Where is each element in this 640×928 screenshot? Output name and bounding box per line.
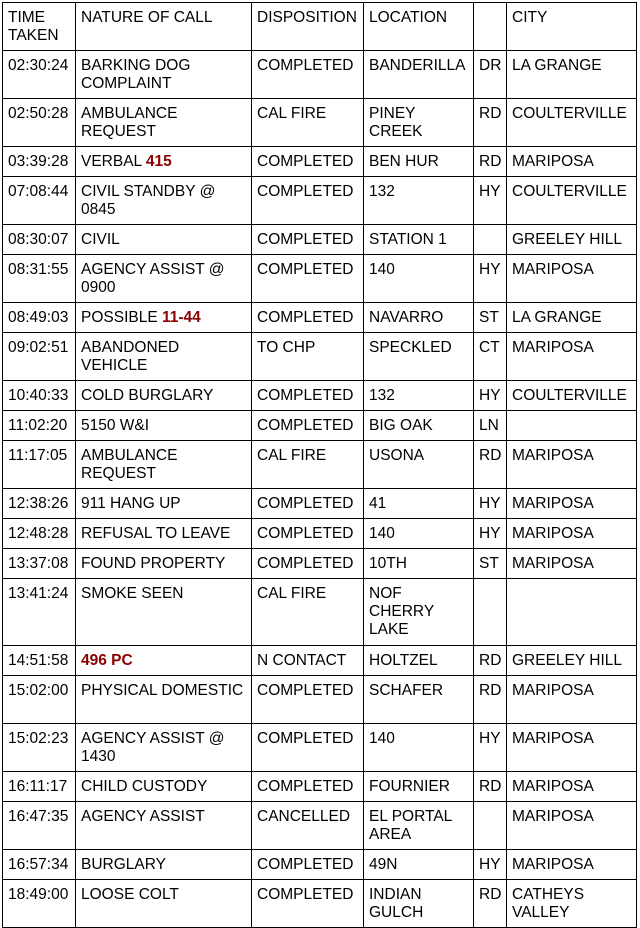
cell-disposition: COMPLETED	[252, 411, 364, 441]
nature-text: BARKING DOG COMPLAINT	[81, 57, 191, 92]
cell-city: MARIPOSA	[507, 147, 637, 177]
cell-street-suffix: HY	[474, 381, 507, 411]
nature-text: AGENCY ASSIST @ 1430	[81, 730, 225, 765]
cell-location: 140	[364, 724, 474, 772]
cell-time-taken: 13:37:08	[3, 549, 76, 579]
table-row	[3, 802, 637, 850]
cell-nature-of-call	[76, 333, 252, 381]
nature-text: VERBAL	[81, 153, 146, 170]
nature-text: SMOKE SEEN	[81, 585, 184, 602]
cell-disposition: N CONTACT	[252, 646, 364, 676]
nature-text: PHYSICAL DOMESTIC	[81, 682, 244, 699]
table-row	[3, 51, 637, 99]
cell-time-taken: 02:50:28	[3, 99, 76, 147]
cell-disposition: COMPLETED	[252, 303, 364, 333]
nature-text: FOUND PROPERTY	[81, 555, 226, 572]
call-log-body	[3, 51, 637, 928]
table-row	[3, 177, 637, 225]
header-street-suffix	[474, 3, 507, 51]
cell-nature-of-call	[76, 772, 252, 802]
nature-text: 911 HANG UP	[81, 495, 181, 512]
cell-city: MARIPOSA	[507, 772, 637, 802]
nature-text: AGENCY ASSIST @ 0900	[81, 261, 225, 296]
cell-location: 132	[364, 177, 474, 225]
nature-text: POSSIBLE	[81, 309, 162, 326]
nature-text: BURGLARY	[81, 856, 166, 873]
cell-city: CATHEYS VALLEY	[507, 880, 637, 928]
cell-disposition: COMPLETED	[252, 147, 364, 177]
cell-location: SPECKLED	[364, 333, 474, 381]
cell-time-taken: 16:11:17	[3, 772, 76, 802]
cell-city: COULTERVILLE	[507, 177, 637, 225]
cell-street-suffix: HY	[474, 724, 507, 772]
cell-city: GREELEY HILL	[507, 225, 637, 255]
cell-time-taken: 12:48:28	[3, 519, 76, 549]
nature-text: CIVIL	[81, 231, 120, 248]
cell-disposition: COMPLETED	[252, 519, 364, 549]
nature-text: AGENCY ASSIST	[81, 808, 205, 825]
header-row	[3, 3, 637, 51]
cell-disposition: COMPLETED	[252, 381, 364, 411]
cell-nature-of-call	[76, 802, 252, 850]
cell-location: INDIAN GULCH	[364, 880, 474, 928]
cell-street-suffix: HY	[474, 255, 507, 303]
cell-time-taken: 15:02:00	[3, 676, 76, 724]
cell-disposition: COMPLETED	[252, 850, 364, 880]
cell-time-taken: 16:57:34	[3, 850, 76, 880]
cell-location: 140	[364, 255, 474, 303]
nature-text: AMBULANCE REQUEST	[81, 105, 178, 140]
cell-location: 10TH	[364, 549, 474, 579]
cell-city: MARIPOSA	[507, 489, 637, 519]
table-row	[3, 225, 637, 255]
table-row	[3, 549, 637, 579]
cell-time-taken: 14:51:58	[3, 646, 76, 676]
table-row	[3, 255, 637, 303]
nature-text: CHILD CUSTODY	[81, 778, 208, 795]
cell-city: MARIPOSA	[507, 519, 637, 549]
cell-nature-of-call	[76, 177, 252, 225]
cell-location: 49N	[364, 850, 474, 880]
nature-text: LOOSE COLT	[81, 886, 179, 903]
cell-nature-of-call	[76, 519, 252, 549]
cell-time-taken: 13:41:24	[3, 579, 76, 646]
cell-disposition: COMPLETED	[252, 772, 364, 802]
cell-street-suffix: HY	[474, 177, 507, 225]
table-row	[3, 850, 637, 880]
cell-city: MARIPOSA	[507, 441, 637, 489]
cell-street-suffix	[474, 225, 507, 255]
cell-nature-of-call	[76, 489, 252, 519]
cell-time-taken: 15:02:23	[3, 724, 76, 772]
cell-street-suffix: RD	[474, 880, 507, 928]
table-row	[3, 381, 637, 411]
nature-text: ABANDONED VEHICLE	[81, 339, 180, 374]
cell-disposition: COMPLETED	[252, 549, 364, 579]
cell-street-suffix: ST	[474, 303, 507, 333]
cell-disposition: CAL FIRE	[252, 441, 364, 489]
cell-time-taken: 08:49:03	[3, 303, 76, 333]
table-row	[3, 880, 637, 928]
table-row	[3, 772, 637, 802]
cell-street-suffix	[474, 802, 507, 850]
cell-time-taken: 07:08:44	[3, 177, 76, 225]
cell-nature-of-call	[76, 579, 252, 646]
cell-disposition: TO CHP	[252, 333, 364, 381]
cell-location: EL PORTAL AREA	[364, 802, 474, 850]
cell-time-taken: 12:38:26	[3, 489, 76, 519]
table-row	[3, 519, 637, 549]
cell-nature-of-call	[76, 724, 252, 772]
cell-time-taken: 03:39:28	[3, 147, 76, 177]
cell-time-taken: 09:02:51	[3, 333, 76, 381]
cell-street-suffix: RD	[474, 441, 507, 489]
cell-nature-of-call	[76, 646, 252, 676]
header-time-taken: TIME TAKEN	[3, 3, 76, 51]
nature-code: 11-44	[161, 309, 201, 326]
cell-street-suffix: LN	[474, 411, 507, 441]
cell-city: MARIPOSA	[507, 333, 637, 381]
cell-location: HOLTZEL	[364, 646, 474, 676]
nature-text: 5150 W&I	[81, 417, 150, 434]
cell-disposition: COMPLETED	[252, 225, 364, 255]
cell-city	[507, 579, 637, 646]
nature-code: 496 PC	[81, 652, 133, 669]
cell-disposition: CAL FIRE	[252, 579, 364, 646]
nature-text: REFUSAL TO LEAVE	[81, 525, 231, 542]
cell-location: NOF CHERRY LAKE	[364, 579, 474, 646]
table-row	[3, 441, 637, 489]
cell-city: MARIPOSA	[507, 802, 637, 850]
cell-disposition: COMPLETED	[252, 489, 364, 519]
cell-nature-of-call	[76, 676, 252, 724]
cell-nature-of-call	[76, 51, 252, 99]
table-row	[3, 489, 637, 519]
cell-location: BEN HUR	[364, 147, 474, 177]
header-nature-of-call: NATURE OF CALL	[76, 3, 252, 51]
cell-nature-of-call	[76, 549, 252, 579]
nature-text: COLD BURGLARY	[81, 387, 214, 404]
header-location: LOCATION	[364, 3, 474, 51]
cell-disposition: COMPLETED	[252, 51, 364, 99]
cell-nature-of-call	[76, 880, 252, 928]
cell-location: USONA	[364, 441, 474, 489]
cell-nature-of-call	[76, 441, 252, 489]
table-row	[3, 579, 637, 646]
cell-nature-of-call	[76, 99, 252, 147]
cell-street-suffix: ST	[474, 549, 507, 579]
cell-street-suffix	[474, 579, 507, 646]
table-row	[3, 99, 637, 147]
cell-time-taken: 18:49:00	[3, 880, 76, 928]
cell-time-taken: 08:31:55	[3, 255, 76, 303]
cell-location: 140	[364, 519, 474, 549]
cell-nature-of-call	[76, 850, 252, 880]
cell-street-suffix: RD	[474, 99, 507, 147]
cell-location: 132	[364, 381, 474, 411]
table-row	[3, 676, 637, 724]
nature-text: AMBULANCE REQUEST	[81, 447, 178, 482]
cell-city: MARIPOSA	[507, 724, 637, 772]
cell-time-taken: 16:47:35	[3, 802, 76, 850]
table-row	[3, 411, 637, 441]
table-row	[3, 724, 637, 772]
nature-code: 415	[145, 153, 172, 170]
table-row	[3, 147, 637, 177]
cell-city: MARIPOSA	[507, 549, 637, 579]
cell-street-suffix: HY	[474, 850, 507, 880]
cell-city: MARIPOSA	[507, 676, 637, 724]
cell-city: COULTERVILLE	[507, 99, 637, 147]
cell-disposition: CAL FIRE	[252, 99, 364, 147]
cell-city: LA GRANGE	[507, 303, 637, 333]
cell-location: NAVARRO	[364, 303, 474, 333]
cell-street-suffix: DR	[474, 51, 507, 99]
cell-disposition: CANCELLED	[252, 802, 364, 850]
cell-location: SCHAFER	[364, 676, 474, 724]
cell-nature-of-call	[76, 303, 252, 333]
cell-disposition: COMPLETED	[252, 255, 364, 303]
cell-street-suffix: CT	[474, 333, 507, 381]
cell-city: MARIPOSA	[507, 255, 637, 303]
cell-street-suffix: RD	[474, 147, 507, 177]
cell-location: STATION 1	[364, 225, 474, 255]
cell-nature-of-call	[76, 381, 252, 411]
cell-city: LA GRANGE	[507, 51, 637, 99]
cell-street-suffix: HY	[474, 489, 507, 519]
cell-time-taken: 02:30:24	[3, 51, 76, 99]
cell-location: 41	[364, 489, 474, 519]
table-row	[3, 303, 637, 333]
table-row	[3, 646, 637, 676]
cell-time-taken: 11:02:20	[3, 411, 76, 441]
cell-location: BANDERILLA	[364, 51, 474, 99]
cell-time-taken: 11:17:05	[3, 441, 76, 489]
cell-location: FOURNIER	[364, 772, 474, 802]
cell-nature-of-call	[76, 255, 252, 303]
nature-text: CIVIL STANDBY @ 0845	[81, 183, 216, 218]
cell-disposition: COMPLETED	[252, 724, 364, 772]
cell-disposition: COMPLETED	[252, 676, 364, 724]
cell-location: BIG OAK	[364, 411, 474, 441]
cell-street-suffix: RD	[474, 646, 507, 676]
cell-disposition: COMPLETED	[252, 880, 364, 928]
cell-street-suffix: RD	[474, 772, 507, 802]
cell-disposition: COMPLETED	[252, 177, 364, 225]
cell-nature-of-call	[76, 411, 252, 441]
cell-city: GREELEY HILL	[507, 646, 637, 676]
cell-street-suffix: HY	[474, 519, 507, 549]
cell-time-taken: 10:40:33	[3, 381, 76, 411]
cell-nature-of-call	[76, 147, 252, 177]
cell-time-taken: 08:30:07	[3, 225, 76, 255]
cell-street-suffix: RD	[474, 676, 507, 724]
cell-city	[507, 411, 637, 441]
cell-city: MARIPOSA	[507, 850, 637, 880]
cell-city: COULTERVILLE	[507, 381, 637, 411]
header-city: CITY	[507, 3, 637, 51]
table-row	[3, 333, 637, 381]
call-log-table	[2, 2, 637, 928]
cell-location: PINEY CREEK	[364, 99, 474, 147]
cell-nature-of-call	[76, 225, 252, 255]
header-disposition: DISPOSITION	[252, 3, 364, 51]
